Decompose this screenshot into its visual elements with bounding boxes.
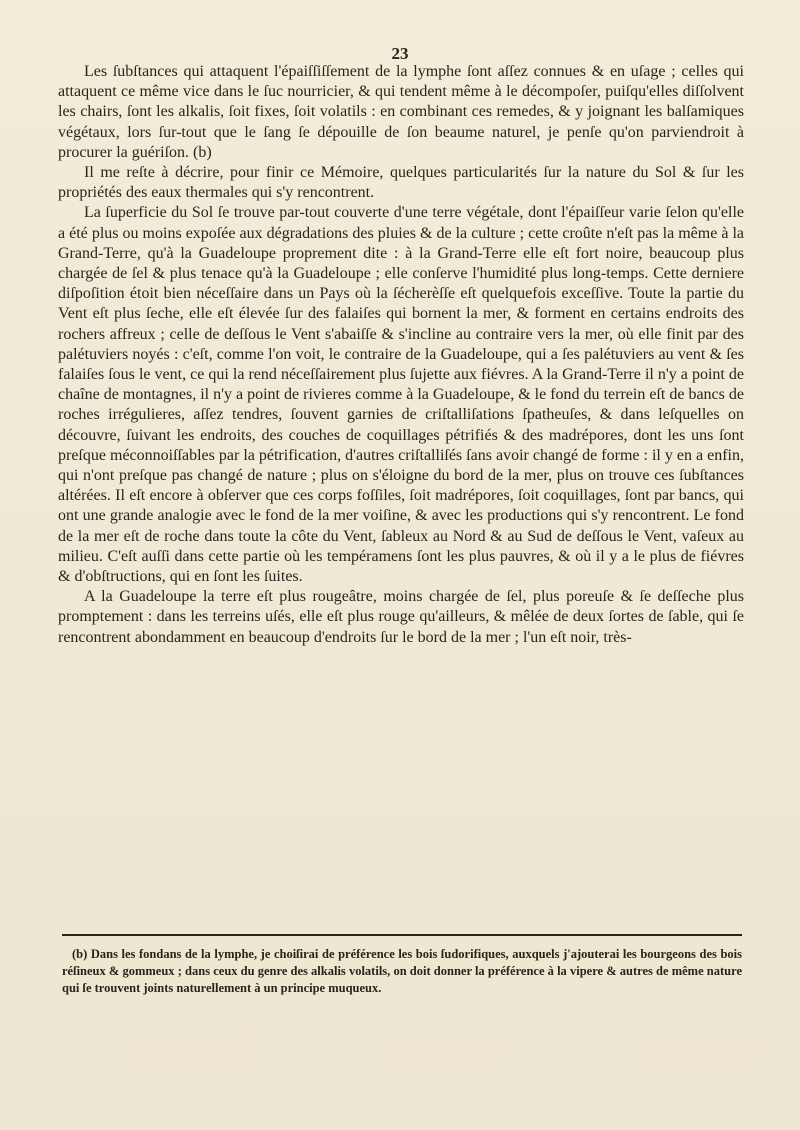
paragraph-intro-soil: Il me reſte à décrire, pour finir ce Mémoire, quelques particularités ſur la nature du Sol & ſur les propriétés des eaux thermales qui s'y rencontrent. xyxy=(58,164,744,202)
paragraph-remedies: Les ſubſtances qui attaquent l'épaiſſiſſement de la lymphe ſont aſſez connues & en uſage ; celles qui attaquent ce même vice dans le ſuc nourricier, & qui tendent même à le décompoſer, puiſqu'elles diſſolvent les chairs, ſont les alkalis, ſoit fixes, ſoit volatils : en combinant ces remedes, & y joignant les balſamiques végétaux, lors ſur-tout que le ſang ſe dépouille de ſon beaume naturel, je penſe qu'on parviendroit à procurer la guériſon. (b) xyxy=(58,63,744,161)
paragraph-guadeloupe: A la Guadeloupe la terre eſt plus rougeâtre, moins chargée de ſel, plus poreuſe & ſe deſſeche plus promptement : dans les terreins uſés, elle eſt plus rouge qu'ailleurs, & mêlée de deux ſortes de ſable, qui ſe rencontrent abondamment en beaucoup d'endroits ſur le bord de la mer ; l'un eſt noir, très- xyxy=(58,588,744,646)
paragraph-grand-terre: La ſuperficie du Sol ſe trouve par-tout couverte d'une terre végétale, dont l'épaiſſeur varie ſelon qu'elle a été plus ou moins expoſée aux dégradations des pluies & de la culture ; cette croûte n'eſt pas la même à la Grand-Terre, qu'à la Guadeloupe proprement dite : à la Grand-Terre elle eſt fort noire, beaucoup plus chargée de ſel & plus tenace qu'à la Guadeloupe ; elle conſerve l'humidité plus long-temps. Cette derniere diſpoſition étoit bien néceſſaire dans un Pays où la ſécherèſſe eſt quelquefois exceſſive. Toute la partie du Vent eſt plus ſeche, elle eſt élevée ſur des falaiſes qui bornent la mer, & forment en certains endroits des rochers affreux ; celle de deſſous le Vent s'abaiſſe & s'incline au contraire vers la mer, où elle finit par des palétuviers noyés : c'eſt, comme l'on voit, le contraire de la Guadeloupe, qui a ſes palétuviers au vent & ſes falaiſes ſous le vent, ce qui la rend néceſſairement plus ſujette aux fiévres. A la Grand-Terre il n'y a point de chaîne de montagnes, il n'y a point de rivieres comme à la Guadeloupe, & le fond du terrein eſt de bancs de roches irrégulieres, aſſez tendres, ſouvent garnies de criſtalliſations ſpatheuſes, & dans leſquelles on découvre, ſuivant les endroits, des couches de coquillages pétrifiés & des madrépores, dont les uns ſont preſque méconnoiſſables par la pétrification, d'autres criſtalliſés ſans avoir changé de forme : il y en a enfin, qui n'ont preſque pas changé de nature ; plus on s'éloigne du bord de la mer, plus on trouve ces ſubſtances altérées. Il eſt encore à obſerver que ces corps foſſiles, ſoit madrépores, ſoit coquillages, ſont par bancs, qui ont une grande analogie avec le fond de la mer voiſine, & avec les productions qui s'y rencontrent. Le fond de la mer eſt de roche dans toute la côte du Vent, ſableux au Nord & au Sud de deſſous le Vent, vaſeux au milieu. C'eſt auſſi dans cette partie où les tempéramens ſont les plus pauvres, & où il y a le plus de fiévres & d'obſtructions, qui en ſont les ſuites. xyxy=(58,204,744,586)
main-text xyxy=(58,62,744,648)
footnote-text: (b) Dans les fondans de la lymphe, je choiſirai de préférence les bois ſudorifiques, auxquels j'ajouterai les bourgeons des bois réſineux & gommeux ; dans ceux du genre des alkalis volatils, on doit donner la préférence à la vipere & autres de même nature qui ſe trouvent joints naturellement à un principe muqueux. xyxy=(62,947,742,995)
page-number: 23 xyxy=(391,44,409,63)
footnote-divider xyxy=(62,934,742,936)
footnote xyxy=(62,946,742,997)
